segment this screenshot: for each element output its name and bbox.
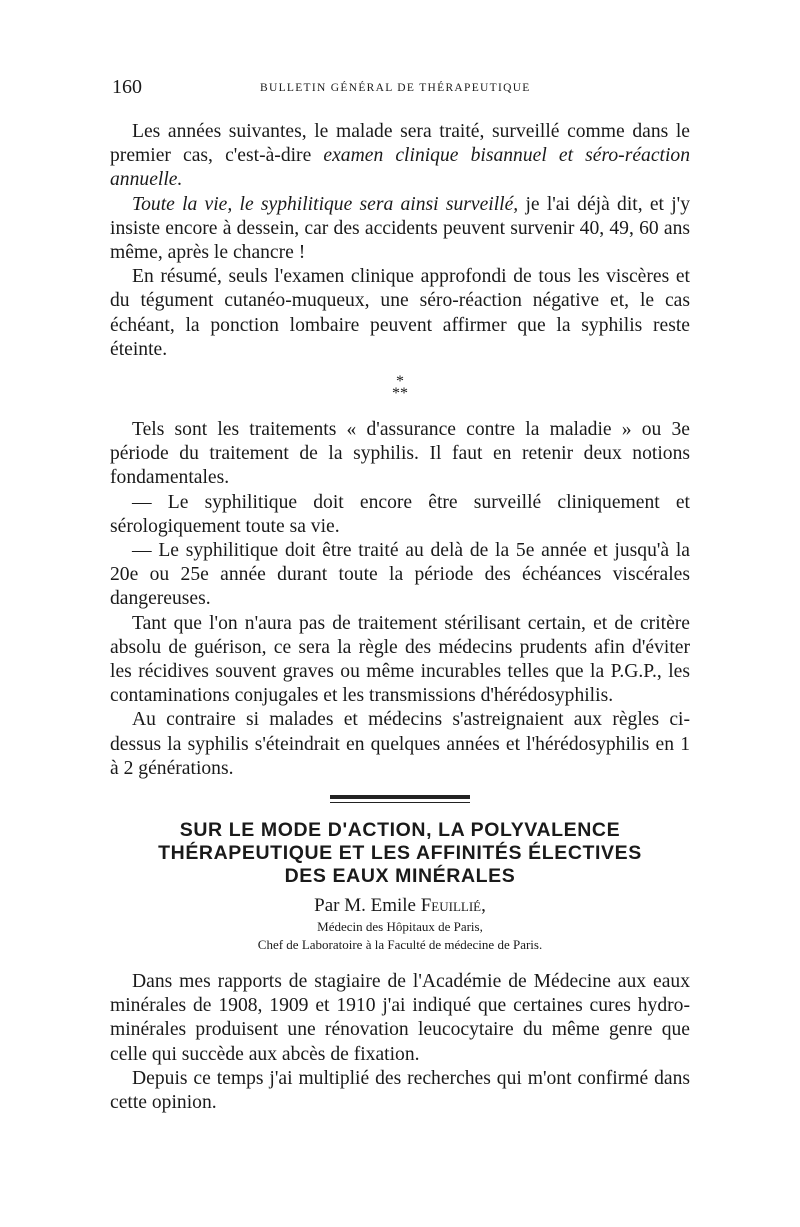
asterism-bottom: **	[392, 385, 408, 403]
author-byline	[110, 894, 690, 918]
asterism-top: *	[396, 373, 404, 391]
paragraph-text: Les années suivantes, le malade sera traité, surveillé comme dans le premier cas, c'est-à-dire	[110, 121, 690, 167]
author-affiliation: Médecin des Hôpitaux de Paris,	[317, 919, 483, 935]
paragraph-italic-text: Toute la vie, le syphilitique sera ainsi surveillé,	[132, 193, 519, 215]
paragraph: Au contraire si malades et médecins s'astreignaient aux règles ci-dessus la syphilis s'éteindrait en quelques années et l'hérédosyphilis en 1 à 2 générations.	[110, 709, 690, 779]
paragraph: Dans mes rapports de stagiaire de l'Académie de Médecine aux eaux minérales de 1908, 1909 et 1910 j'ai indiqué que certaines cures hydro-minérales produisent une rénovation leucocytaire du même genre que celle qui succède aux abcès de fixation.	[110, 971, 690, 1065]
paragraph: Tels sont les traitements « d'assurance contre la maladie » ou 3e période du traitement de la syphilis. Il faut en retenir deux notions fondamentales.	[110, 419, 690, 489]
byline-prefix: Par M. Emile	[314, 895, 421, 917]
article-title-line: THÉRAPEUTIQUE ET LES AFFINITÉS ÉLECTIVES	[158, 842, 642, 865]
article-body	[110, 970, 690, 1115]
paragraph	[110, 265, 690, 362]
paragraph-text: En résumé, seuls l'examen clinique approfondi de tous les viscères et du tégument cutanéo-muqueux, une séro-réaction négative et, le cas échéant, la ponction lombaire peuvent affirmer que la syphilis reste éteinte.	[110, 266, 690, 360]
section-divider	[330, 795, 470, 803]
author-name: Feuillié,	[420, 895, 486, 917]
article-title-line: DES EAUX MINÉRALES	[284, 865, 516, 888]
article-title-line: SUR LE MODE D'ACTION, LA POLYVALENCE	[179, 819, 621, 842]
section-asterism	[110, 362, 690, 418]
paragraph: — Le syphilitique doit encore être surveillé cliniquement et sérologiquement toute sa vie.	[110, 491, 690, 537]
main-text	[110, 120, 690, 781]
paragraph: Tant que l'on n'aura pas de traitement stérilisant certain, et de critère absolu de guérison, ce sera la règle des médecins prudents afin d'éviter les récidives souvent graves ou même incurables telles que la P.G.P., les contaminations conjugales et les transmissions d'hérédosyphilis.	[110, 612, 690, 707]
document-page	[110, 70, 690, 1115]
running-head	[110, 70, 690, 100]
article-heading	[110, 819, 690, 954]
journal-title: BULLETIN GÉNÉRAL DE THÉRAPEUTIQUE	[260, 82, 531, 94]
article-title	[110, 819, 690, 888]
paragraph-text: je l'ai déjà dit, et j'y insiste encore à dessein, car des accidents peuvent survenir 40, 49, 60 ans même, après le chancre !	[110, 193, 690, 264]
page-number: 160	[112, 76, 142, 98]
paragraph-italic-text: examen clinique bisannuel et séro-réaction annuelle.	[110, 145, 690, 191]
paragraph: — Le syphilitique doit être traité au delà de la 5e année et jusqu'à la 20e ou 25e année durant toute la période des échéances viscérales dangereuses.	[110, 540, 690, 610]
paragraph	[110, 120, 690, 193]
author-affiliation: Chef de Laboratoire à la Faculté de médecine de Paris.	[257, 937, 543, 953]
paragraph	[110, 193, 690, 266]
paragraph: Depuis ce temps j'ai multiplié des recherches qui m'ont confirmé dans cette opinion.	[110, 1067, 690, 1114]
